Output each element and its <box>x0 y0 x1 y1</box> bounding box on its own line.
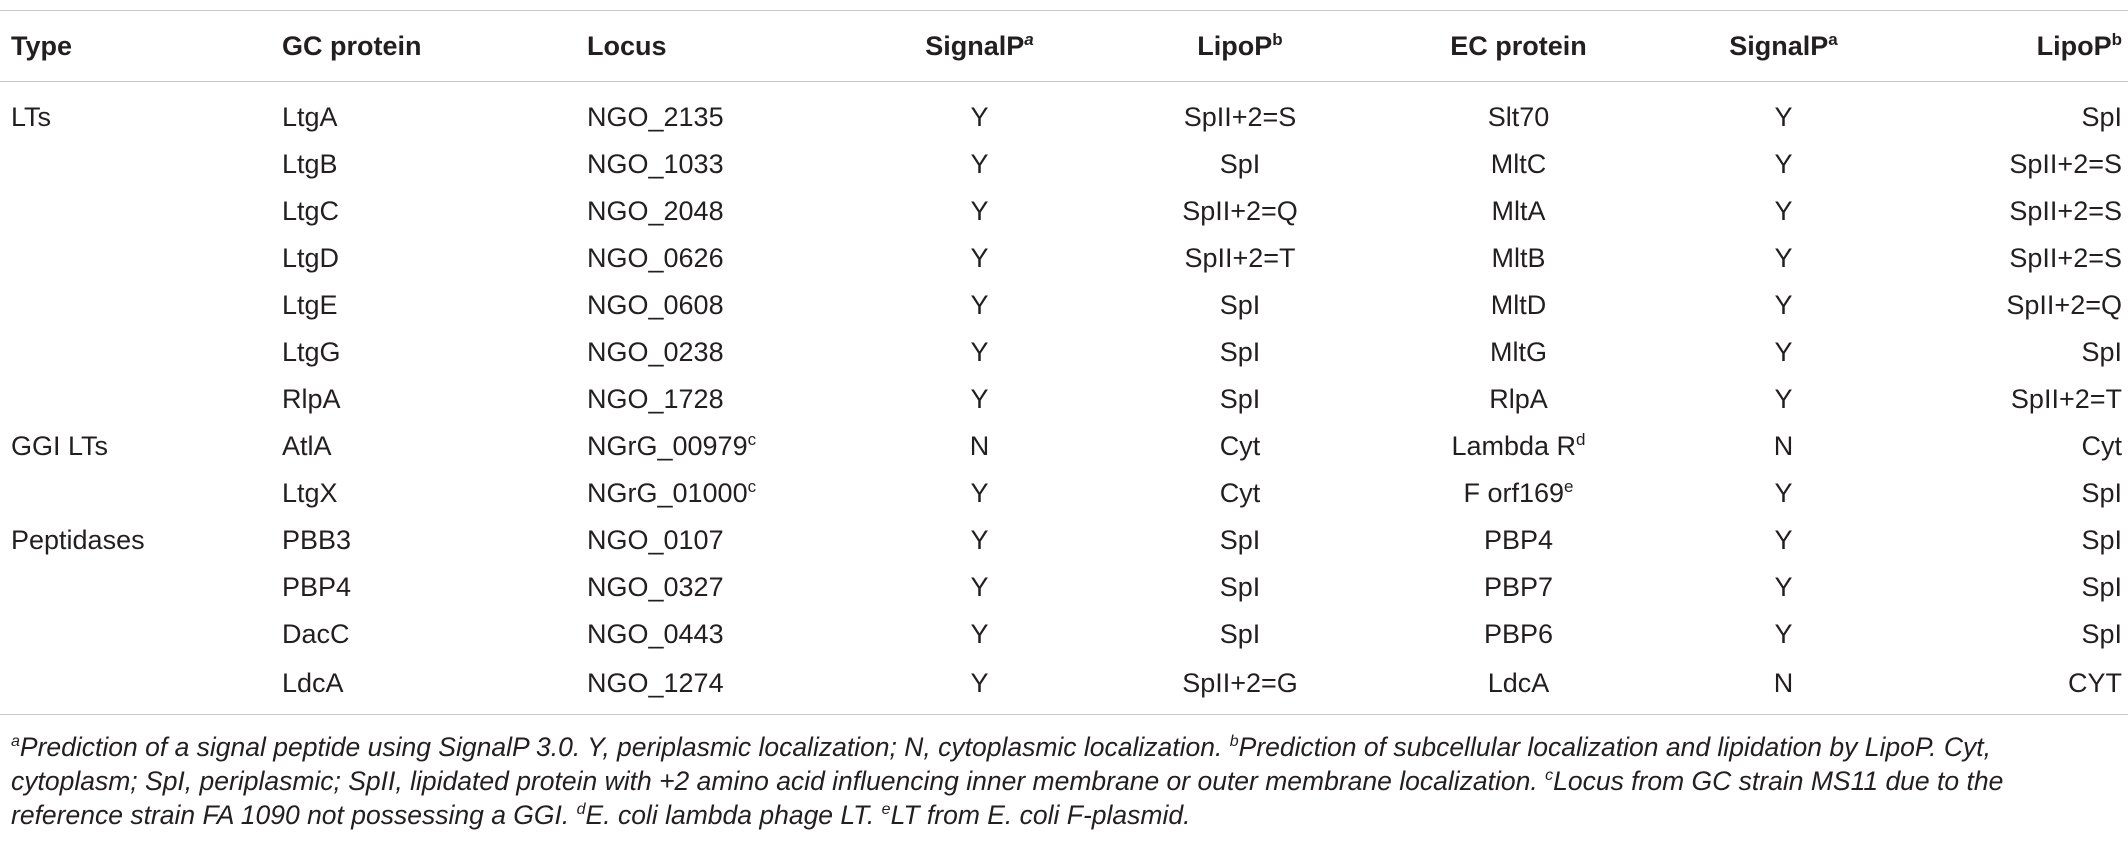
cell-lipop-ec: CYT <box>2068 667 2122 698</box>
cell-gc-protein: PBB3 <box>282 525 352 555</box>
cell-ec-protein: Slt70 <box>1487 102 1550 132</box>
cell-gc-protein: LtgB <box>282 149 338 179</box>
cell-lipop: SpI <box>1219 337 1261 367</box>
cell-lipop-ec: SpI <box>2081 102 2122 132</box>
cell-signalp-ec: Y <box>1774 337 1793 367</box>
cell-type <box>0 470 282 517</box>
header-row <box>0 11 2128 82</box>
footnote-e: $^e$LT from E. coli F-plasmid. <box>881 800 1191 830</box>
header-lipop-ec: LipoP$^b$ <box>2036 29 2122 61</box>
cell-ec-protein: LdcA <box>1487 667 1550 698</box>
cell-signalp: Y <box>970 384 989 414</box>
cell-signalp: Y <box>970 619 989 649</box>
cell-signalp-ec: Y <box>1774 196 1793 226</box>
cell-type <box>0 564 282 611</box>
cell-lipop: SpI <box>1219 149 1261 179</box>
cell-lipop-ec: SpI <box>2081 572 2122 602</box>
cell-lipop-ec: Cyt <box>2081 431 2122 461</box>
cell-lipop-ec: SpII+2=S <box>2009 149 2122 179</box>
cell-signalp: Y <box>970 572 989 602</box>
cell-type <box>0 329 282 376</box>
cell-gc-protein: DacC <box>282 619 350 649</box>
cell-signalp: Y <box>970 525 989 555</box>
table-row <box>0 564 2128 611</box>
cell-lipop: SpII+2=S <box>1183 102 1297 132</box>
cell-signalp: Y <box>970 102 989 132</box>
cell-type: GGI LTs <box>11 431 109 461</box>
cell-signalp: Y <box>970 337 989 367</box>
cell-type: LTs <box>11 102 52 132</box>
cell-signalp-ec: N <box>1773 431 1794 461</box>
cell-gc-protein: LtgX <box>282 478 338 508</box>
cell-signalp: Y <box>970 290 989 320</box>
table-row <box>0 376 2128 423</box>
cell-ec-protein: MltA <box>1491 196 1546 226</box>
cell-gc-protein: LtgG <box>282 337 341 367</box>
table-row <box>0 82 2128 142</box>
cell-locus: NGO_0443 <box>587 619 724 649</box>
cell-type <box>0 658 282 715</box>
table-row <box>0 470 2128 517</box>
cell-lipop: SpII+2=G <box>1182 667 1298 698</box>
cell-ec-protein: PBP7 <box>1483 572 1554 602</box>
cell-type <box>0 188 282 235</box>
cell-ec-protein: MltC <box>1490 149 1547 179</box>
cell-gc-protein: LtgC <box>282 196 340 226</box>
cell-signalp: Y <box>970 243 989 273</box>
protein-table <box>0 10 2128 715</box>
cell-lipop-ec: SpI <box>2081 619 2122 649</box>
table-row <box>0 282 2128 329</box>
table-body <box>0 82 2128 715</box>
cell-type: Peptidases <box>11 525 145 555</box>
cell-locus: NGO_0327 <box>587 572 724 602</box>
table-footnotes <box>11 730 2121 832</box>
cell-type <box>0 282 282 329</box>
cell-ec-protein: MltG <box>1490 337 1547 367</box>
cell-gc-protein: PBP4 <box>282 572 352 602</box>
cell-lipop: SpI <box>1219 619 1261 649</box>
cell-locus: NGO_1274 <box>587 667 724 698</box>
cell-locus: NGO_2048 <box>587 196 724 226</box>
cell-lipop: SpI <box>1219 525 1261 555</box>
footnote-c: $^c$Locus from GC strain MS11 due to the reference strain FA 1090 not possessing a GGI. <box>11 766 2004 830</box>
cell-lipop: SpI <box>1219 572 1261 602</box>
cell-type <box>0 141 282 188</box>
cell-type <box>0 376 282 423</box>
cell-signalp: Y <box>970 667 989 698</box>
cell-gc-protein: AtlA <box>282 431 332 461</box>
cell-gc-protein: LdcA <box>282 667 344 698</box>
cell-signalp-ec: Y <box>1774 149 1793 179</box>
table-row <box>0 517 2128 564</box>
cell-gc-protein: LtgA <box>282 102 338 132</box>
cell-gc-protein: LtgD <box>282 243 340 273</box>
cell-lipop: SpI <box>1219 290 1261 320</box>
cell-lipop-ec: SpI <box>2081 337 2122 367</box>
cell-ec-protein: Lambda $R^d$ <box>1451 430 1586 461</box>
cell-signalp: N <box>969 431 990 461</box>
cell-signalp-ec: Y <box>1774 572 1793 602</box>
cell-ec-protein: PBP6 <box>1483 619 1554 649</box>
cell-signalp-ec: Y <box>1774 243 1793 273</box>
cell-lipop: SpII+2=Q <box>1182 196 1298 226</box>
cell-ec-protein: RlpA <box>1489 384 1548 414</box>
footnote-b: $^b$Prediction of subcellular localization and lipidation by LipoP. Cyt, cytoplasm; SpI, periplasmic; SpII, lipidated protein with +2 amino acid influencing inner membrane or outer membrane localization. <box>11 732 1991 796</box>
cell-gc-protein: RlpA <box>282 384 341 414</box>
cell-lipop-ec: SpII+2=S <box>2009 196 2122 226</box>
cell-lipop: SpII+2=T <box>1184 243 1296 273</box>
header-signalp: SignalP$^a$ <box>925 29 1034 61</box>
cell-type <box>0 611 282 658</box>
cell-lipop-ec: SpII+2=Q <box>2006 290 2122 320</box>
cell-locus: NGrG_00979$^c$ <box>587 430 757 461</box>
cell-ec-protein: F orf169e <box>1463 477 1574 508</box>
header-type: Type <box>11 30 73 61</box>
cell-signalp-ec: Y <box>1774 384 1793 414</box>
header-locus: Locus <box>587 30 667 61</box>
cell-gc-protein: LtgE <box>282 290 338 320</box>
cell-signalp-ec: Y <box>1774 102 1793 132</box>
cell-lipop: Cyt <box>1219 431 1261 461</box>
header-lipop: LipoP$^b$ <box>1197 29 1283 61</box>
footnote-d: $^d$E. coli lambda phage LT. <box>576 800 875 830</box>
table-row <box>0 611 2128 658</box>
cell-locus: NGrG_01000$^c$ <box>587 477 757 508</box>
cell-locus: NGO_0107 <box>587 525 724 555</box>
cell-locus: NGO_1033 <box>587 149 724 179</box>
cell-signalp-ec: Y <box>1774 525 1793 555</box>
cell-lipop: Cyt <box>1219 478 1261 508</box>
cell-signalp-ec: Y <box>1774 619 1793 649</box>
cell-signalp-ec: N <box>1773 667 1794 698</box>
table-row <box>0 235 2128 282</box>
cell-lipop-ec: SpI <box>2081 478 2122 508</box>
cell-signalp: Y <box>970 149 989 179</box>
cell-locus: NGO_1728 <box>587 384 724 414</box>
cell-ec-protein: MltD <box>1490 290 1547 320</box>
table-row <box>0 423 2128 470</box>
cell-ec-protein: MltB <box>1491 243 1546 273</box>
cell-locus: NGO_0238 <box>587 337 724 367</box>
table-row <box>0 141 2128 188</box>
cell-lipop-ec: SpII+2=T <box>2010 384 2122 414</box>
cell-signalp: Y <box>970 196 989 226</box>
cell-signalp: Y <box>970 478 989 508</box>
cell-type <box>0 235 282 282</box>
cell-lipop: SpI <box>1219 384 1261 414</box>
cell-lipop-ec: SpII+2=S <box>2009 243 2122 273</box>
table-row <box>0 188 2128 235</box>
cell-locus: NGO_0608 <box>587 290 724 320</box>
cell-signalp-ec: Y <box>1774 290 1793 320</box>
footnote-a: $^a$Prediction of a signal peptide using SignalP 3.0. Y, periplasmic localization; N, cytoplasmic localization. <box>11 732 1223 762</box>
header-gc-protein: GC protein <box>282 30 422 61</box>
cell-lipop-ec: SpI <box>2081 525 2122 555</box>
table-row <box>0 658 2128 715</box>
table-header <box>0 11 2128 82</box>
table-row <box>0 329 2128 376</box>
cell-ec-protein: PBP4 <box>1483 525 1554 555</box>
header-signalp-ec: SignalP$^a$ <box>1729 29 1838 61</box>
cell-locus: NGO_0626 <box>587 243 724 273</box>
cell-locus: NGO_2135 <box>587 102 724 132</box>
header-ec-protein: EC protein <box>1450 30 1587 61</box>
cell-signalp-ec: Y <box>1774 478 1793 508</box>
